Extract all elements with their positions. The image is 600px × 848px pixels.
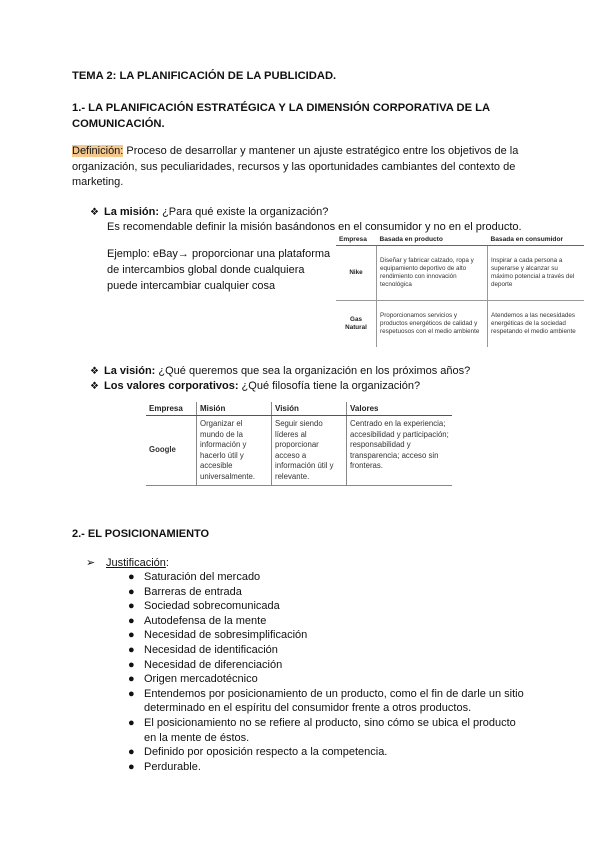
definition-paragraph [72,144,542,191]
list-item [126,760,526,775]
justificacion-item [86,556,169,571]
vision-label: La visión: [104,365,156,377]
list-item-text: Barreras de entrada [144,585,242,598]
table-header-cell: Misión [197,402,272,416]
bullet-dot-icon: ● [128,585,135,598]
list-item-text: Definido por oposición respecto a la competencia. [144,746,388,759]
list-item [126,687,526,716]
justificacion-list [126,570,526,774]
list-item [126,570,526,585]
list-item [126,614,526,629]
list-item-text: Origen mercadotécnico [144,673,258,686]
justificacion-label: Justificación [106,557,166,569]
table-header-row [336,234,584,246]
list-item-text: Necesidad de diferenciación [144,658,283,671]
section-2-heading: 2.- EL POSICIONAMIENTO [72,528,210,540]
bullet-dot-icon: ● [128,658,135,671]
table-cell: Diseñar y fabricar calzado, ropa y equipamiento deportivo de alto rendimiento con innovación tecnológica [377,246,488,301]
bullet-dot-icon: ● [128,629,135,642]
definition-label: Definición: [72,145,124,157]
table-cell: Inspirar a cada persona a superarse y alcanzar su máximo potencial a través del deporte [488,246,585,301]
diamond-bullet-icon: ❖ [90,207,99,218]
valores-label: Los valores corporativos: [104,380,239,392]
list-item-text: Sociedad sobrecomunicada [144,600,280,613]
mision-label: La misión: [104,206,160,218]
list-item [126,716,526,745]
table-header-cell: Empresa [146,402,197,416]
table-row [146,416,452,486]
mision-example: Ejemplo: eBay→ proporcionar una plataforma de intercambios global donde cualquiera puede intercambiar cualquier cosa [107,248,331,292]
list-item [126,658,526,673]
table-header-row [146,402,452,416]
vision-item [90,364,470,379]
list-item [126,599,526,614]
list-item [126,745,526,760]
list-item-text: Saturación del mercado [144,571,261,583]
bullet-dot-icon: ● [128,571,135,583]
list-item [126,643,526,658]
valores-question: ¿Qué filosofía tiene la organización? [238,380,421,392]
list-item-text: Entendemos por posicionamiento de un producto, como el fin de darle un sitio determinado en el espíritu del consumidor frente a otros productos. [144,687,524,715]
mision-question: ¿Para qué existe la organización? [159,206,329,218]
vision-question: ¿Qué queremos que sea la organización en los próximos años? [155,365,471,377]
section-1-heading: 1.- LA PLANIFICACIÓN ESTRATÉGICA Y LA DIMENSIÓN CORPORATIVA DE LA COMUNICACIÓN. [72,102,490,130]
list-item-text: Necesidad de identificación [144,643,278,656]
valores-item [90,379,420,394]
list-item-text: Perdurable. [144,760,201,773]
bullet-dot-icon: ● [128,687,135,700]
bullet-dot-icon: ● [128,716,135,729]
bullet-dot-icon: ● [128,614,135,627]
google-values-table [146,402,452,486]
table-cell: Centrado en la experiencia; accesibilidad y participación; responsabilidad y transparencia; acceso sin fronteras. [347,416,453,486]
list-item-text: El posicionamiento no se refiere al producto, sino cómo se ubica el producto en la mente de éstos. [144,716,516,744]
table-header-cell: Visión [272,402,347,416]
table-header-cell: Basada en producto [377,234,488,246]
table-row [336,246,584,301]
table-cell: Proporcionamos servicios y productos energéticos de calidad y respetuosos con el medio ambiente [377,301,488,348]
table-header-cell: Basada en consumidor [488,234,585,246]
mision-recommendation: Es recomendable definir la misión basándonos en el consumidor y no en el producto. [107,221,522,233]
table-header-cell: Empresa [336,234,377,246]
bullet-dot-icon: ● [128,643,135,656]
table-cell-company: Google [146,416,197,486]
bullet-dot-icon: ● [128,760,135,773]
table-cell: Seguir siendo líderes al proporcionar acceso a información útil y relevante. [272,416,347,486]
table-row [336,301,584,348]
table-cell-company: Nike [336,246,377,301]
list-item-text: Necesidad de sobresimplificación [144,629,308,642]
list-item-text: Autodefensa de la mente [144,614,267,627]
mision-comparison-table [336,234,584,347]
definition-text: Proceso de desarrollar y mantener un ajuste estratégico entre los objetivos de la organización, sus peculiaridades, recursos y las oportunidades cambiantes del contexto de marketing. [72,145,519,188]
table-cell: Atendemos a las necesidades energéticas de la sociedad respetando el medio ambiente [491,312,576,335]
list-item [126,672,526,687]
diamond-bullet-icon: ❖ [90,366,99,377]
table-cell: Organizar el mundo de la información y hacerlo útil y accesible universalmente. [197,416,272,486]
bullet-dot-icon: ● [128,600,135,613]
table-header-cell: Valores [347,402,453,416]
bullet-dot-icon: ● [128,746,135,759]
mision-item [90,205,550,220]
justificacion-colon: : [165,557,169,569]
page-title: TEMA 2: LA PLANIFICACIÓN DE LA PUBLICIDAD. [72,70,337,82]
arrow-bullet-icon: ➢ [86,557,96,569]
list-item [126,585,526,600]
list-item [126,628,526,643]
table-cell-company: Gas Natural [345,316,367,331]
bullet-dot-icon: ● [128,673,135,686]
diamond-bullet-icon: ❖ [90,381,99,392]
